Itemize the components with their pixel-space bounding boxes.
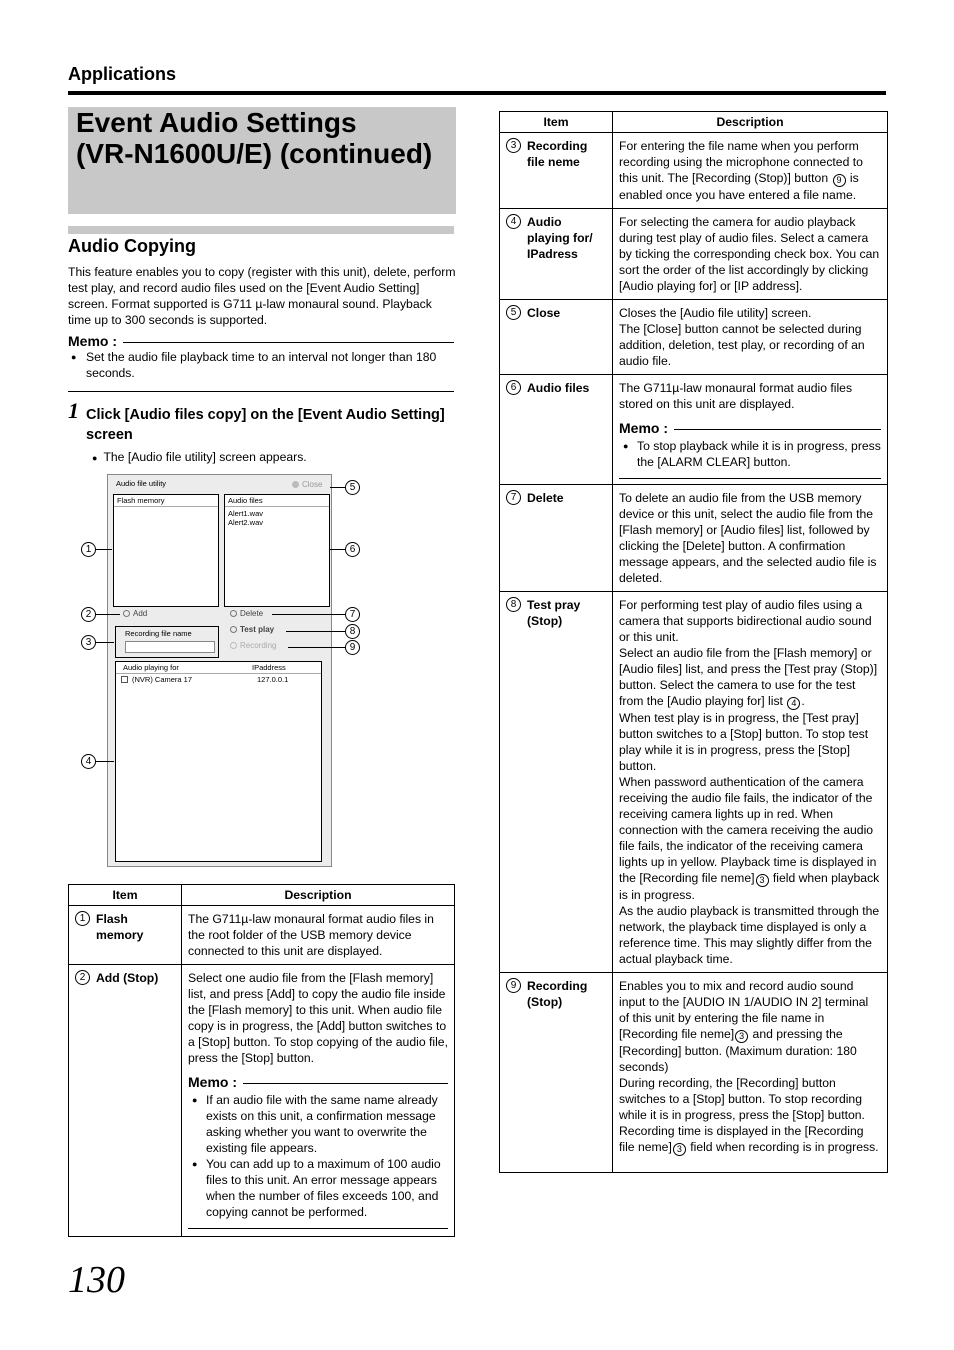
callout-1: 1 bbox=[81, 542, 96, 557]
step-result: ● The [Audio file utility] screen appears. bbox=[92, 450, 307, 464]
memo-label: Memo : bbox=[619, 420, 668, 436]
item-number: 3 bbox=[506, 138, 521, 153]
callout-8: 8 bbox=[345, 624, 360, 639]
subsection-heading: Audio Copying bbox=[68, 236, 196, 256]
table-row bbox=[500, 375, 888, 485]
item-number: 7 bbox=[506, 490, 521, 505]
memo-item: ● Set the audio file playback time to an interval not longer than 180 seconds. bbox=[68, 349, 454, 381]
ref-number: 3 bbox=[756, 874, 769, 887]
recording-file-name-group bbox=[115, 626, 219, 658]
callout-6: 6 bbox=[345, 542, 360, 557]
item-number: 2 bbox=[75, 970, 90, 985]
table-row bbox=[500, 133, 888, 209]
column-header-description: Description bbox=[613, 112, 888, 133]
item-number: 4 bbox=[506, 214, 521, 229]
item-label: Test pray (Stop) bbox=[527, 598, 581, 628]
callout-4: 4 bbox=[81, 754, 96, 769]
item-number: 1 bbox=[75, 911, 90, 926]
item-label: Close bbox=[527, 306, 561, 320]
callout-line bbox=[286, 631, 345, 632]
sub-rule bbox=[68, 226, 454, 234]
memo-label: Memo : bbox=[188, 1074, 237, 1090]
intro-paragraph: This feature enables you to copy (register with this unit), delete, perform test play, and record audio files used on the [Event Audio Setting] screen. Format supported is G711 µ-law monaural sound. Playback time up to 300 seconds is supported. bbox=[68, 265, 456, 327]
item-description: Select one audio file from the [Flash memory] list, and press [Add] to copy the audio file inside the [Flash memory] to this unit. When audio file copy is in progress, the [Add] button switches to a [Stop] button. To stop copying of the audio file, press the [Stop] button. bbox=[188, 971, 448, 1065]
item-description: For entering the file name when you perform recording using the microphone connected to this unit. The [Recording (Stop)] button 9 is enabled once you have entered a file name. bbox=[613, 133, 888, 209]
step-number: 1 bbox=[68, 398, 79, 423]
callout-3: 3 bbox=[81, 635, 96, 650]
item-label: Delete bbox=[527, 491, 564, 505]
item-label: Recording file neme bbox=[527, 139, 588, 169]
camera-name: (NVR) Camera 17 bbox=[132, 675, 193, 684]
page-title-line1: Event Audio Settings bbox=[76, 107, 357, 138]
flash-memory-header: Flash memory bbox=[114, 495, 218, 507]
callout-5: 5 bbox=[345, 480, 360, 495]
memo-label: Memo : bbox=[68, 333, 117, 349]
recording-file-name-input[interactable] bbox=[125, 641, 215, 653]
callout-line bbox=[330, 487, 345, 488]
item-label: Audio playing for/ IPadress bbox=[527, 215, 593, 261]
page-title-line2: (VR-N1600U/E) (continued) bbox=[76, 138, 433, 169]
page-number: 130 bbox=[68, 1259, 125, 1301]
item-description: Closes the [Audio file utility] screen. The [Close] button cannot be selected during addition, deletion, test play, or recording of an audio file. bbox=[613, 300, 888, 375]
callout-line bbox=[96, 642, 114, 643]
item-description: The G711µ-law monaural format audio files stored on this unit are displayed. bbox=[619, 381, 853, 411]
ref-number: 4 bbox=[787, 697, 800, 710]
item-number: 8 bbox=[506, 597, 521, 612]
ipaddress-header[interactable]: IPaddress bbox=[252, 663, 286, 672]
ref-number: 3 bbox=[673, 1143, 686, 1156]
item-label: Add (Stop) bbox=[96, 971, 159, 985]
table-row[interactable] bbox=[116, 674, 321, 685]
section-label: Applications bbox=[68, 64, 177, 84]
memo-box bbox=[619, 420, 881, 479]
top-rule bbox=[68, 91, 886, 95]
test-play-button[interactable]: Test play bbox=[230, 625, 274, 634]
item-description: For performing test play of audio files using a camera that supports bidirectional audio sound or this unit. Select an audio file from the [Flash memory] or [Audio files] list, and press the [Test pray (Stop)] button. Select the camera to use for the test from the [Audio playing for] list 4 . When test play is in progress, the [Test pray] button switches to a [Stop] button. To stop test play while it is in progress, press the [Stop] button. When password authentication of the camera receiving the audio file fails, the indicator of the receiving camera lights up in red. When connection with the camera receiving the audio file fails, the indicator of the receiving camera lights up in yellow. Playback time is displayed in the [Recording file neme] 3 field when playback is in progress. As the audio playback is transmitted through the network, the playback time displayed is only a reference time. This may slightly differ from the actual playback time. bbox=[613, 592, 888, 973]
audio-files-list[interactable] bbox=[224, 494, 330, 607]
audio-playing-for-header[interactable]: Audio playing for bbox=[123, 663, 179, 672]
ref-number: 9 bbox=[833, 174, 846, 187]
column-header-description: Description bbox=[182, 885, 455, 906]
memo-item: ● To stop playback while it is in progress, press the [ALARM CLEAR] button. bbox=[619, 438, 881, 470]
callout-9: 9 bbox=[345, 640, 360, 655]
callout-line bbox=[96, 549, 112, 550]
table-row bbox=[69, 965, 455, 1237]
item-description: For selecting the camera for audio playback during test play of audio files. Select a camera by ticking the corresponding check box. You can sort the order of the list accordingly by clicking [Audio playing for] or [IP address]. bbox=[613, 209, 888, 300]
step-instruction: Click [Audio files copy] on the [Event Audio Setting] screen bbox=[86, 407, 445, 443]
item-number: 5 bbox=[506, 305, 521, 320]
table-row bbox=[500, 209, 888, 300]
item-description: Enables you to mix and record audio sound input to the [AUDIO IN 1/AUDIO IN 2] terminal of this unit by entering the file name in [Recording file neme] 3 and pressing the [Recording] button. (Maximum duration: 180 seconds) During recording, the [Recording] button switches to a [Stop] button. To stop recording while it is in progress, press the [Stop] button. Recording time is displayed in the [Recording file neme] 3 field when recording is in progress. bbox=[613, 973, 888, 1173]
item-description: To delete an audio file from the USB memory device or this unit, select the audio file from the [Flash memory] or [Audio files] list, followed by clicking the [Delete] button. A confirmation message appears, and the selected audio file is deleted. bbox=[613, 485, 888, 592]
add-button[interactable]: Add bbox=[123, 609, 147, 618]
delete-button[interactable]: Delete bbox=[230, 609, 263, 618]
column-header-item: Item bbox=[500, 112, 613, 133]
item-label: Flash memory bbox=[96, 912, 144, 942]
table-row bbox=[500, 592, 888, 973]
items-table-left bbox=[68, 884, 455, 1237]
callout-line bbox=[96, 761, 114, 762]
callout-7: 7 bbox=[345, 607, 360, 622]
audio-file-utility-figure bbox=[107, 474, 332, 867]
memo-box bbox=[68, 333, 454, 392]
item-description: The G711µ-law monaural format audio files in the root folder of the USB memory device connected to this unit are displayed. bbox=[182, 906, 455, 965]
callout-line bbox=[272, 614, 345, 615]
table-row bbox=[69, 906, 455, 965]
callout-2: 2 bbox=[81, 607, 96, 622]
close-button[interactable]: Close bbox=[292, 480, 322, 489]
audio-files-header: Audio files bbox=[225, 495, 329, 507]
item-number: 9 bbox=[506, 978, 521, 993]
recording-file-name-label: Recording file name bbox=[125, 629, 192, 638]
table-row bbox=[500, 485, 888, 592]
flash-memory-list[interactable] bbox=[113, 494, 219, 607]
item-number: 6 bbox=[506, 380, 521, 395]
callout-line bbox=[288, 647, 345, 648]
callout-line bbox=[96, 614, 120, 615]
item-label: Audio files bbox=[527, 381, 590, 395]
list-item[interactable]: Alert1.wav bbox=[228, 509, 264, 518]
column-header-item: Item bbox=[69, 885, 182, 906]
camera-ip: 127.0.0.1 bbox=[257, 675, 289, 684]
memo-item: ● If an audio file with the same name already exists on this unit, a confirmation message asking whether you want to overwrite the existing file appears. bbox=[188, 1092, 448, 1156]
callout-line bbox=[329, 549, 345, 550]
window-title: Audio file utility bbox=[116, 479, 167, 488]
title-box bbox=[68, 107, 456, 214]
ref-number: 3 bbox=[735, 1030, 748, 1043]
table-row bbox=[500, 300, 888, 375]
camera-checkbox[interactable] bbox=[121, 676, 128, 683]
recording-button[interactable]: Recording bbox=[230, 641, 276, 650]
table-row bbox=[500, 973, 888, 1173]
item-label: Recording (Stop) bbox=[527, 979, 588, 1009]
items-table-right bbox=[499, 111, 888, 1173]
memo-box bbox=[188, 1074, 448, 1229]
audio-playing-for-list[interactable] bbox=[115, 661, 322, 862]
list-item[interactable]: Alert2.wav bbox=[228, 518, 264, 527]
memo-item: ● You can add up to a maximum of 100 audio files to this unit. An error message appears when the number of files exceeds 100, and copying cannot be performed. bbox=[188, 1156, 448, 1220]
